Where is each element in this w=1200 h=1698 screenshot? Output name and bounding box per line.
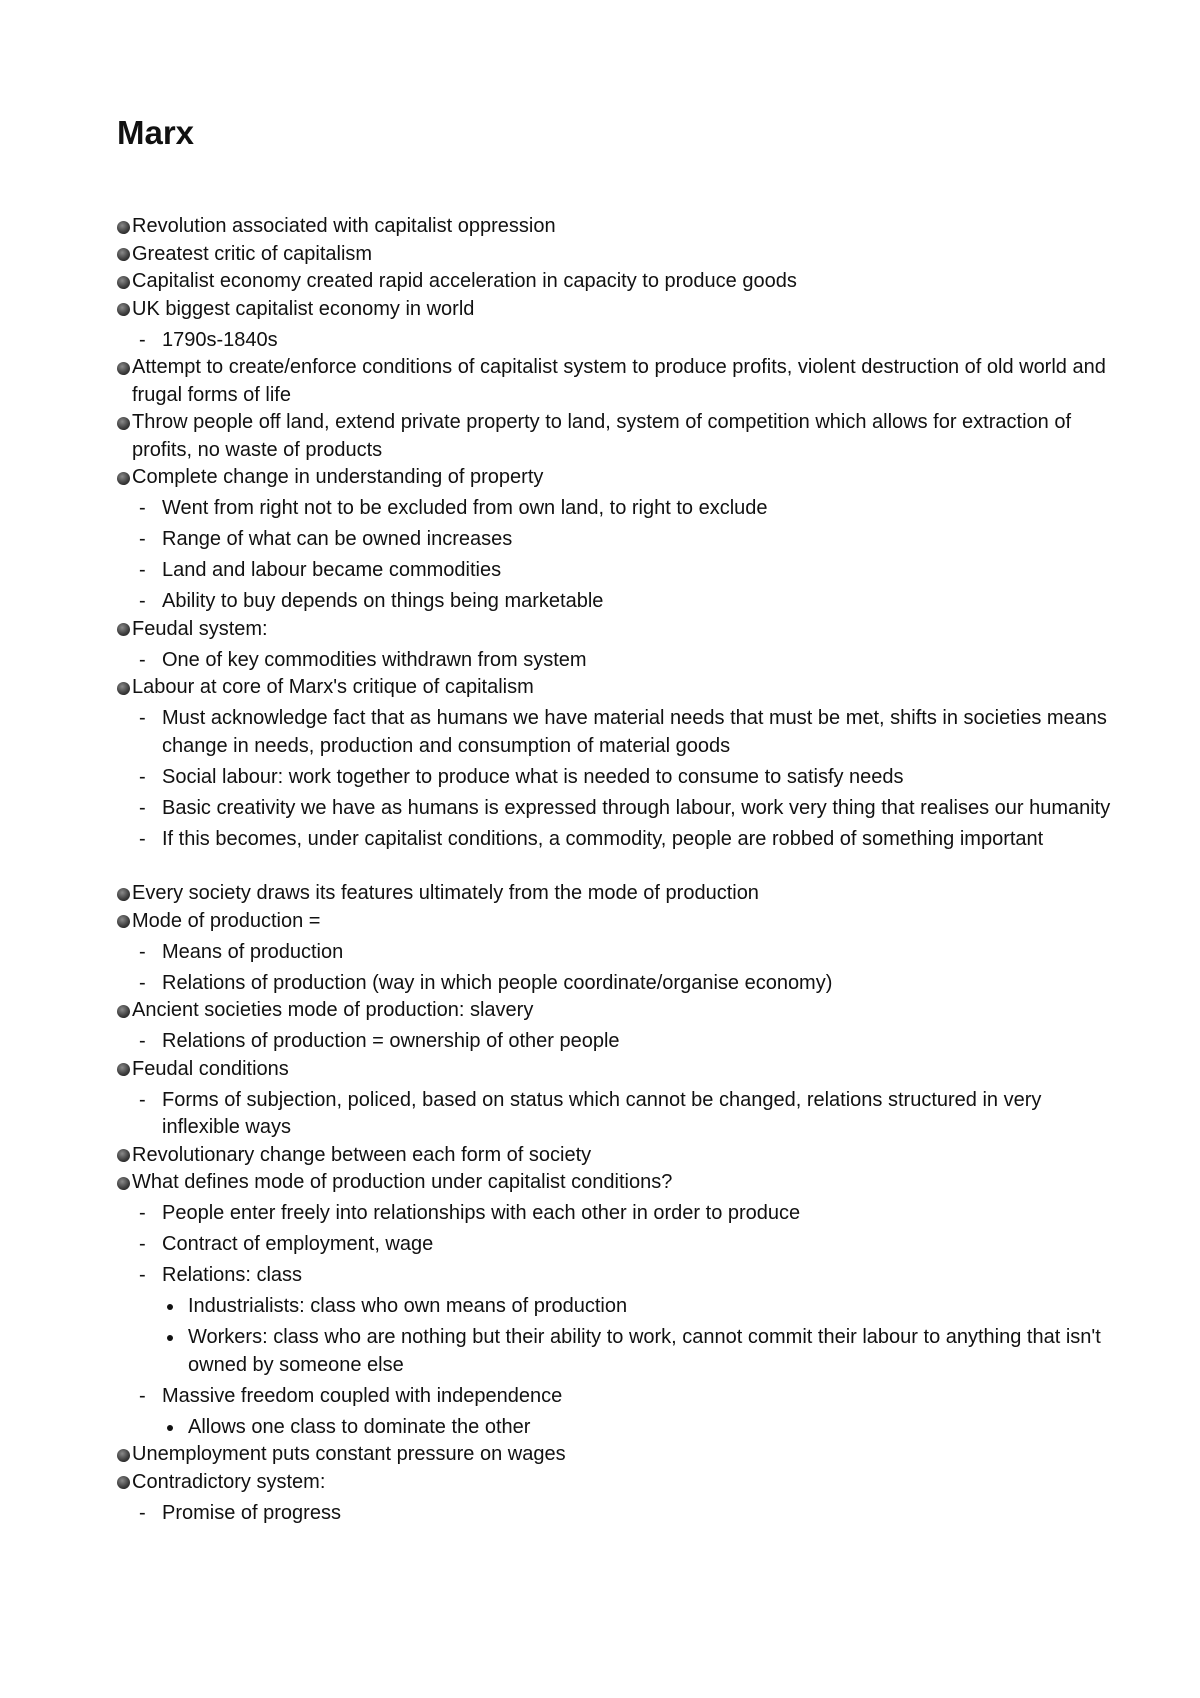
dash-bullet-icon: - bbox=[139, 1030, 146, 1052]
bullet-dot-icon bbox=[117, 276, 130, 289]
dash-bullet-icon: - bbox=[139, 328, 146, 351]
bullet-dot-icon bbox=[117, 303, 130, 316]
bullet-dot-icon bbox=[117, 362, 130, 375]
list-item-text: Workers: class who are nothing but their ability to work, cannot commit their labour to anything that isn't owned by someone else bbox=[188, 1326, 1101, 1376]
list-item-text: Ancient societies mode of production: slavery bbox=[132, 999, 534, 1021]
sub-list-item bbox=[117, 1231, 1117, 1259]
list-item-text: Revolutionary change between each form of society bbox=[132, 1143, 592, 1166]
list-item bbox=[117, 880, 1117, 908]
list-item-text: If this becomes, under capitalist conditions, a commodity, people are robbed of something important bbox=[162, 827, 1044, 850]
list-item-text: Revolution associated with capitalist oppression bbox=[132, 215, 556, 237]
bullet-dot-icon bbox=[117, 221, 130, 234]
dash-bullet-icon: - bbox=[139, 1264, 146, 1286]
sub-sub-list-item bbox=[117, 1324, 1117, 1379]
list-item-text: Means of production bbox=[162, 940, 344, 963]
list-item-text: Contract of employment, wage bbox=[162, 1233, 434, 1255]
dash-bullet-icon: - bbox=[139, 1202, 146, 1224]
list-item bbox=[117, 409, 1117, 464]
dash-bullet-icon: - bbox=[139, 707, 146, 729]
sub-list-item bbox=[117, 327, 1117, 355]
list-item-text: Greatest critic of capitalism bbox=[132, 242, 373, 265]
list-item-text: Feudal conditions bbox=[132, 1057, 289, 1080]
bullet-dot-icon bbox=[117, 248, 130, 261]
list-item-text: Ability to buy depends on things being marketable bbox=[162, 590, 604, 612]
bullet-dot-icon bbox=[117, 472, 130, 485]
list-item bbox=[117, 1056, 1117, 1084]
list-item-text: Industrialists: class who own means of production bbox=[188, 1295, 628, 1317]
small-bullet-icon bbox=[167, 1425, 173, 1431]
sub-list-item bbox=[117, 970, 1117, 998]
list-item bbox=[117, 908, 1117, 936]
sub-list-item bbox=[117, 764, 1117, 792]
dash-bullet-icon: - bbox=[139, 940, 146, 963]
dash-bullet-icon: - bbox=[139, 827, 146, 850]
list-item bbox=[117, 296, 1117, 324]
list-item-text: Unemployment puts constant pressure on wages bbox=[132, 1443, 566, 1465]
list-item-text: Mode of production = bbox=[132, 909, 321, 932]
list-item bbox=[117, 213, 1117, 241]
sub-list-item bbox=[117, 588, 1117, 616]
list-item bbox=[117, 1441, 1117, 1469]
sub-list-item bbox=[117, 495, 1117, 523]
list-item-text: Forms of subjection, policed, based on status which cannot be changed, relations structured in very inflexible ways bbox=[162, 1088, 1042, 1138]
dash-bullet-icon: - bbox=[139, 1501, 146, 1524]
bullet-dot-icon bbox=[117, 417, 130, 430]
list-item-text: Relations: class bbox=[162, 1264, 303, 1286]
list-item-text: Allows one class to dominate the other bbox=[188, 1415, 531, 1438]
list-item-text: People enter freely into relationships with each other in order to produce bbox=[162, 1202, 801, 1224]
list-item-text: Relations of production = ownership of other people bbox=[162, 1030, 620, 1052]
sub-list-item bbox=[117, 826, 1117, 854]
dash-bullet-icon: - bbox=[139, 1384, 146, 1407]
sub-list-item bbox=[117, 939, 1117, 967]
dash-bullet-icon: - bbox=[139, 1088, 146, 1111]
list-item-text: Social labour: work together to produce what is needed to consume to satisfy needs bbox=[162, 765, 904, 788]
sub-sub-list-item bbox=[117, 1414, 1117, 1442]
list-item-text: One of key commodities withdrawn from system bbox=[162, 648, 587, 671]
small-bullet-icon bbox=[167, 1335, 173, 1341]
list-item-text: What defines mode of production under capitalist conditions? bbox=[132, 1171, 673, 1193]
sub-list-item bbox=[117, 1200, 1117, 1228]
dash-bullet-icon: - bbox=[139, 497, 146, 519]
bullet-dot-icon bbox=[117, 915, 130, 928]
list-item bbox=[117, 268, 1117, 296]
small-bullet-icon bbox=[167, 1304, 173, 1310]
dash-bullet-icon: - bbox=[139, 648, 146, 671]
sub-list-item bbox=[117, 1028, 1117, 1056]
sub-list-item bbox=[117, 1262, 1117, 1290]
sub-list-item bbox=[117, 705, 1117, 760]
list-item-text: Massive freedom coupled with independence bbox=[162, 1384, 563, 1407]
sub-list-item bbox=[117, 647, 1117, 675]
bullet-dot-icon bbox=[117, 1005, 130, 1018]
list-item-text: Complete change in understanding of property bbox=[132, 466, 544, 488]
sub-list-item bbox=[117, 1500, 1117, 1528]
list-item-text: Every society draws its features ultimately from the mode of production bbox=[132, 882, 759, 904]
list-item bbox=[117, 1469, 1117, 1497]
bullet-dot-icon bbox=[117, 682, 130, 695]
list-item bbox=[117, 674, 1117, 702]
bullet-dot-icon bbox=[117, 1476, 130, 1489]
dash-bullet-icon: - bbox=[139, 971, 146, 994]
sub-list-item bbox=[117, 557, 1117, 585]
sub-list-item bbox=[117, 1087, 1117, 1142]
list-item-text: Basic creativity we have as humans is expressed through labour, work very thing that realises our humanity bbox=[162, 796, 1111, 819]
bullet-dot-icon bbox=[117, 1449, 130, 1462]
bullet-dot-icon bbox=[117, 1149, 130, 1162]
list-item-text: Relations of production (way in which people coordinate/organise economy) bbox=[162, 971, 833, 994]
list-item-text: UK biggest capitalist economy in world bbox=[132, 297, 475, 320]
sub-list-item bbox=[117, 795, 1117, 823]
bullet-dot-icon bbox=[117, 1063, 130, 1076]
list-item-text: Promise of progress bbox=[162, 1501, 341, 1524]
list-item-text: Attempt to create/enforce conditions of capitalist system to produce profits, violent destruction of old world and frugal forms of life bbox=[132, 356, 1106, 406]
sub-list-item bbox=[117, 1383, 1117, 1411]
bullet-dot-icon bbox=[117, 888, 130, 901]
list-item bbox=[117, 616, 1117, 644]
dash-bullet-icon: - bbox=[139, 765, 146, 788]
dash-bullet-icon: - bbox=[139, 590, 146, 612]
list-item-text: Labour at core of Marx's critique of capitalism bbox=[132, 676, 534, 698]
sub-list-item bbox=[117, 526, 1117, 554]
list-item bbox=[117, 354, 1117, 409]
dash-bullet-icon: - bbox=[139, 1233, 146, 1255]
list-item-text: Range of what can be owned increases bbox=[162, 528, 513, 550]
list-item bbox=[117, 241, 1117, 269]
dash-bullet-icon: - bbox=[139, 559, 146, 581]
notes-list bbox=[117, 213, 1117, 1527]
list-item-text: Must acknowledge fact that as humans we have material needs that must be met, shifts in societies means change in needs, production and consumption of material goods bbox=[162, 707, 1107, 757]
list-item-text: Feudal system: bbox=[132, 617, 268, 640]
list-item bbox=[117, 1169, 1117, 1197]
bullet-dot-icon bbox=[117, 1177, 130, 1190]
list-item-text: Throw people off land, extend private property to land, system of competition which allows for extraction of profits, no waste of products bbox=[132, 411, 1072, 461]
list-item bbox=[117, 997, 1117, 1025]
dash-bullet-icon: - bbox=[139, 528, 146, 550]
sub-sub-list-item bbox=[117, 1293, 1117, 1321]
list-item bbox=[117, 464, 1117, 492]
bullet-dot-icon bbox=[117, 623, 130, 636]
list-item bbox=[117, 1142, 1117, 1170]
list-item-text: Capitalist economy created rapid acceleration in capacity to produce goods bbox=[132, 270, 797, 292]
list-item-text: Went from right not to be excluded from own land, to right to exclude bbox=[162, 497, 768, 519]
list-item-text: Land and labour became commodities bbox=[162, 559, 502, 581]
page-title: Marx bbox=[117, 114, 195, 151]
list-item-text: 1790s-1840s bbox=[162, 328, 278, 351]
list-item-text: Contradictory system: bbox=[132, 1470, 326, 1493]
dash-bullet-icon: - bbox=[139, 796, 146, 819]
